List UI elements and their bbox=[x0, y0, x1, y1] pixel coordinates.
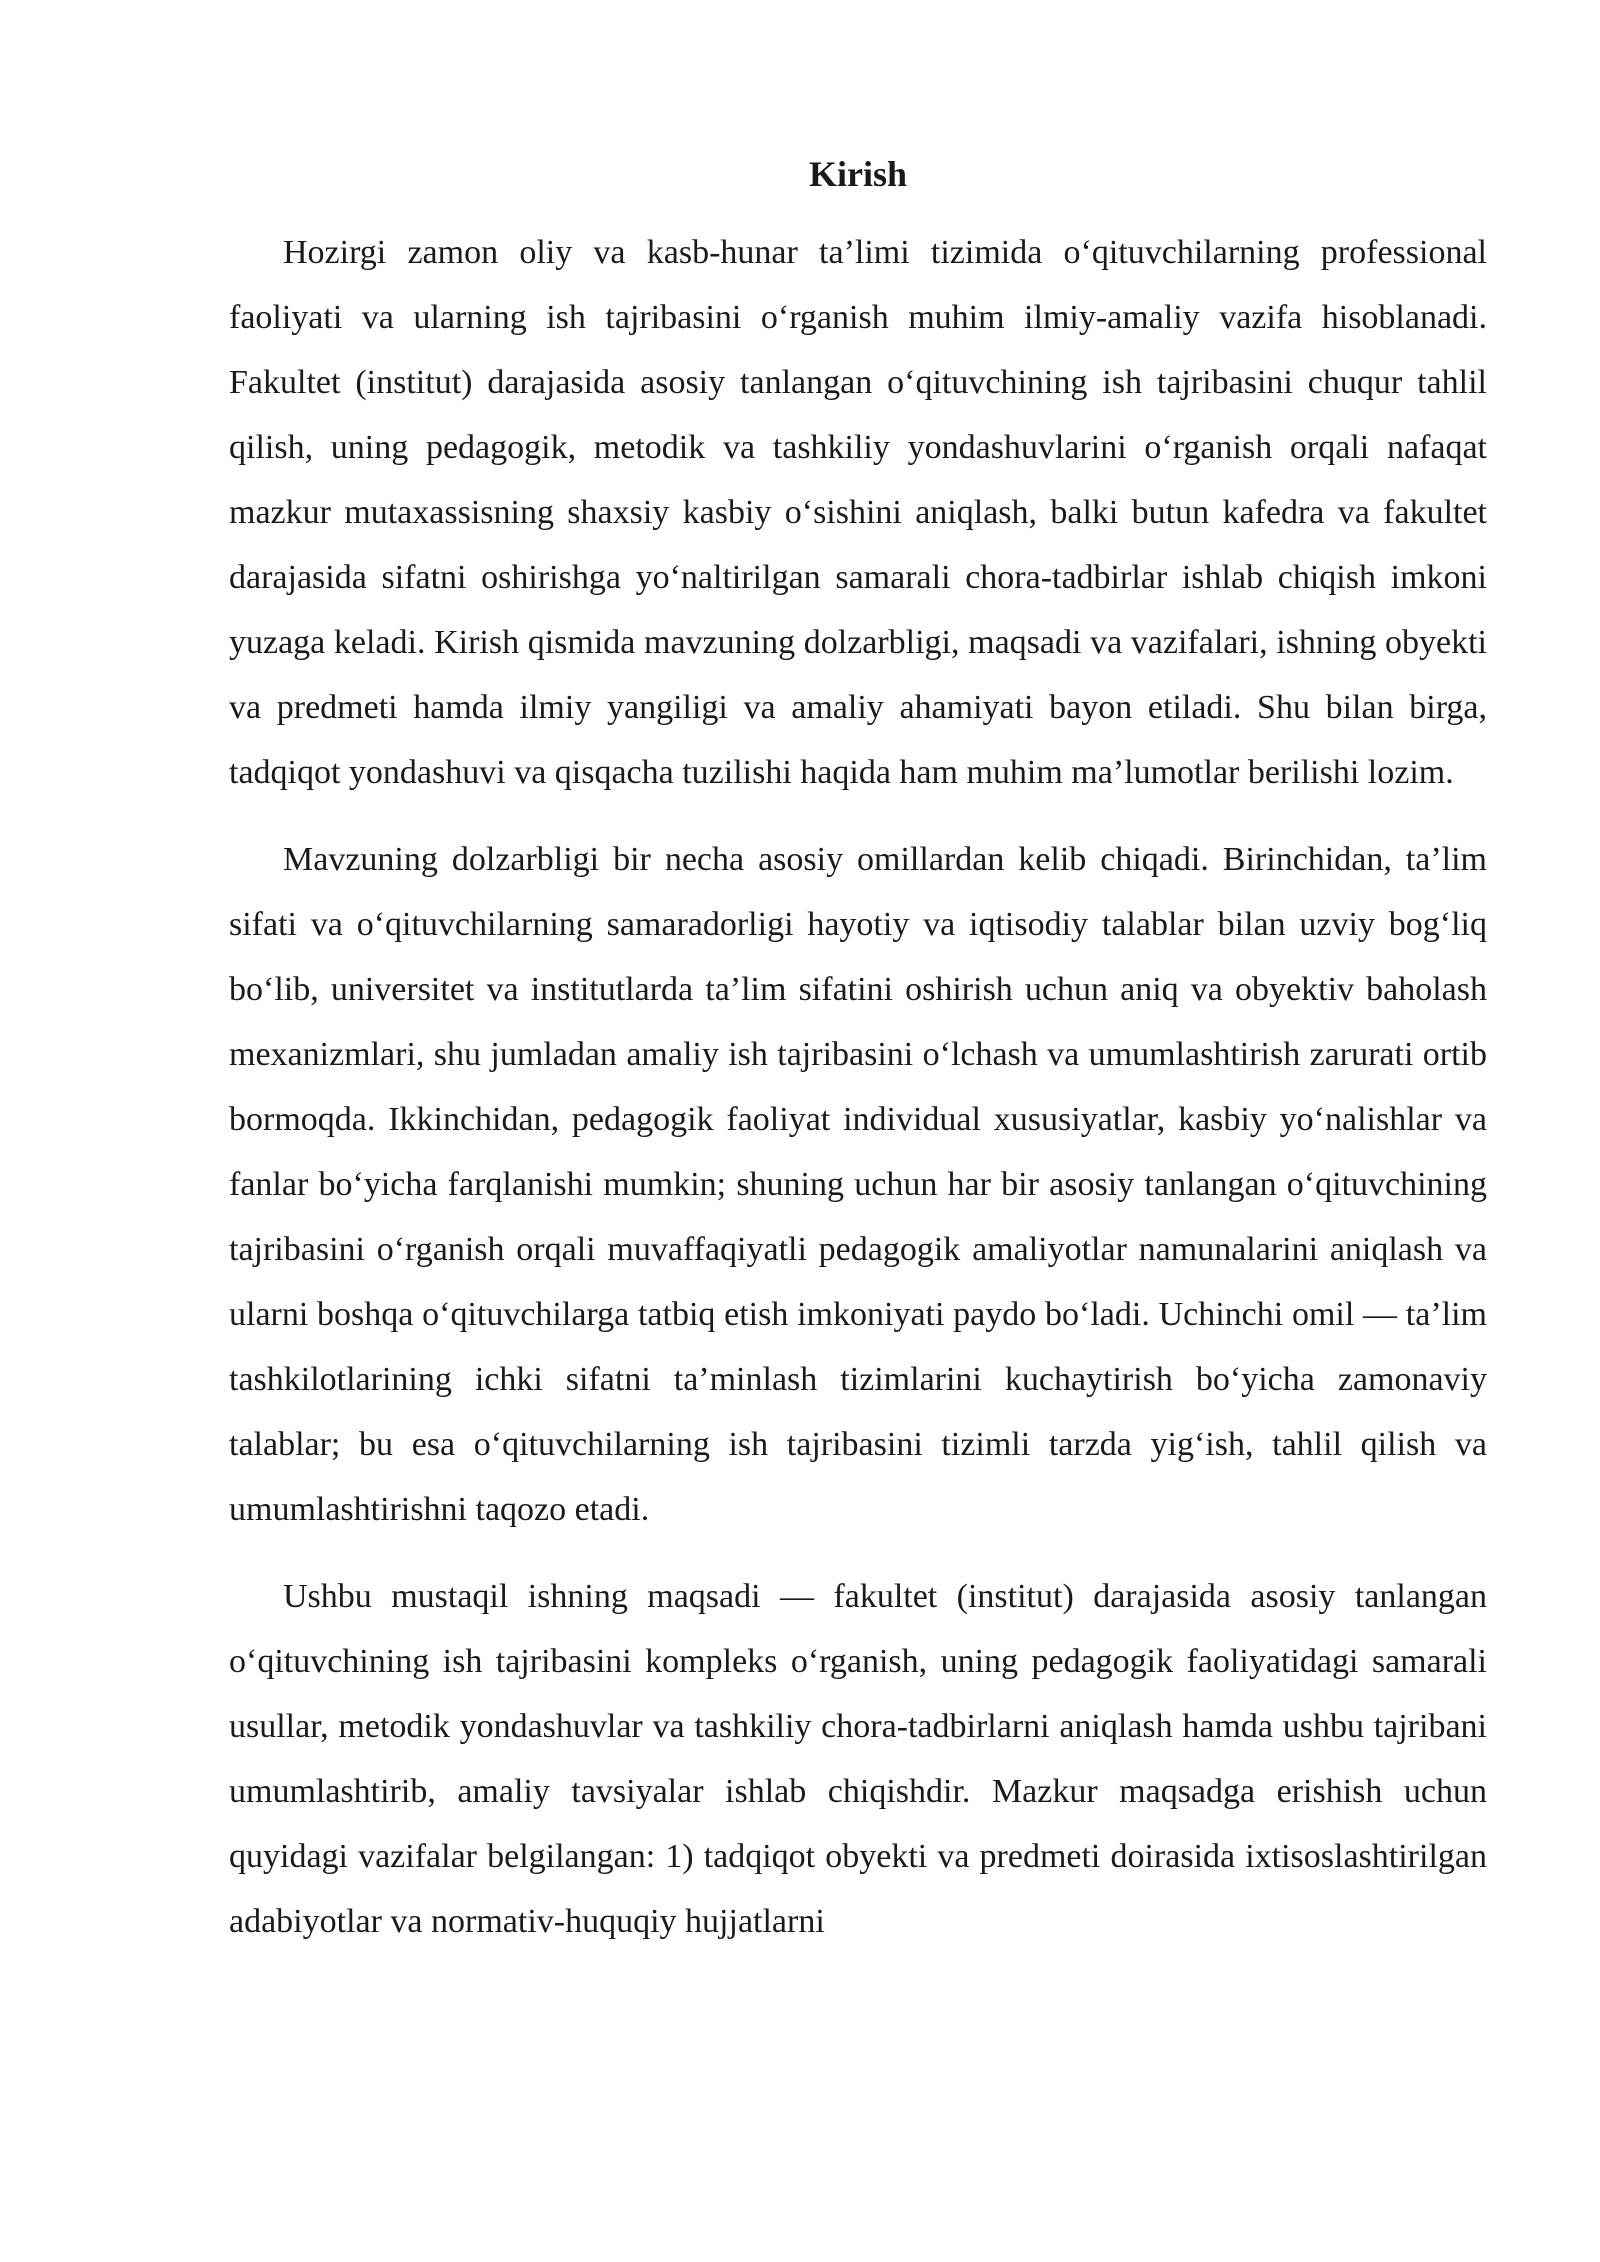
section-title: Kirish bbox=[808, 154, 907, 194]
paragraph-goal: Ushbu mustaqil ishning maqsadi — fakultet (institut) darajasida asosiy tanlangan o‘qituvchining ish tajribasini kompleks o‘rganish, uning pedagogik faoliyatidagi samarali usullar, metodik yondashuvlar va tashkiliy chora-tadbirlarni aniqlash hamda ushbu tajribani umumlashtirib, amaliy tavsiyalar ishlab chiqishdir. Mazkur maqsadga erishish uchun quyidagi vazifalar belgilangan: 1) tadqiqot obyekti va predmeti doirasida ixtisoslashtirilgan adabiyotlar va normativ-huquqiy hujjatlarni bbox=[229, 1578, 1487, 1940]
paragraph-relevance: Mavzuning dolzarbligi bir necha asosiy omillardan kelib chiqadi. Birinchidan, ta’lim sifati va o‘qituvchilarning samaradorligi hayotiy va iqtisodiy talablar bilan uzviy bog‘liq bo‘lib, universitet va institutlarda ta’lim sifatini oshirish uchun aniq va obyektiv baholash mexanizmlari, shu jumladan amaliy ish tajribasini o‘lchash va umumlashtirish zarurati ortib bormoqda. Ikkinchidan, pedagogik faoliyat individual xususiyatlar, kasbiy yo‘nalishlar va fanlar bo‘yicha farqlanishi mumkin; shuning uchun har bir asosiy tanlangan o‘qituvchining tajribasini o‘rganish orqali muvaffaqiyatli pedagogik amaliyotlar namunalarini aniqlash va ularni boshqa o‘qituvchilarga tatbiq etish imkoniyati paydo bo‘ladi. Uchinchi omil — ta’lim tashkilotlarining ichki sifatni ta’minlash tizimlarini kuchaytirish bo‘yicha zamonaviy talablar; bu esa o‘qituvchilarning ish tajribasini tizimli tarzda yig‘ish, tahlil qilish va umumlashtirishni taqozo etadi. bbox=[229, 841, 1487, 1528]
document-body bbox=[229, 150, 1487, 1976]
paragraph-introduction: Hozirgi zamon oliy va kasb-hunar ta’limi tizimida o‘qituvchilarning professional faoliyati va ularning ish tajribasini o‘rganish muhim ilmiy-amaliy vazifa hisoblanadi. Fakultet (institut) darajasida asosiy tanlangan o‘qituvchining ish tajribasini chuqur tahlil qilish, uning pedagogik, metodik va tashkiliy yondashuvlarini o‘rganish orqali nafaqat mazkur mutaxassisning shaxsiy kasbiy o‘sishini aniqlash, balki butun kafedra va fakultet darajasida sifatni oshirishga yo‘naltirilgan samarali chora-tadbirlar ishlab chiqish imkoni yuzaga keladi. Kirish qismida mavzuning dolzarbligi, maqsadi va vazifalari, ishning obyekti va predmeti hamda ilmiy yangiligi va amaliy ahamiyati bayon etiladi. Shu bilan birga, tadqiqot yondashuvi va qisqacha tuzilishi haqida ham muhim ma’lumotlar berilishi lozim. bbox=[229, 234, 1487, 791]
